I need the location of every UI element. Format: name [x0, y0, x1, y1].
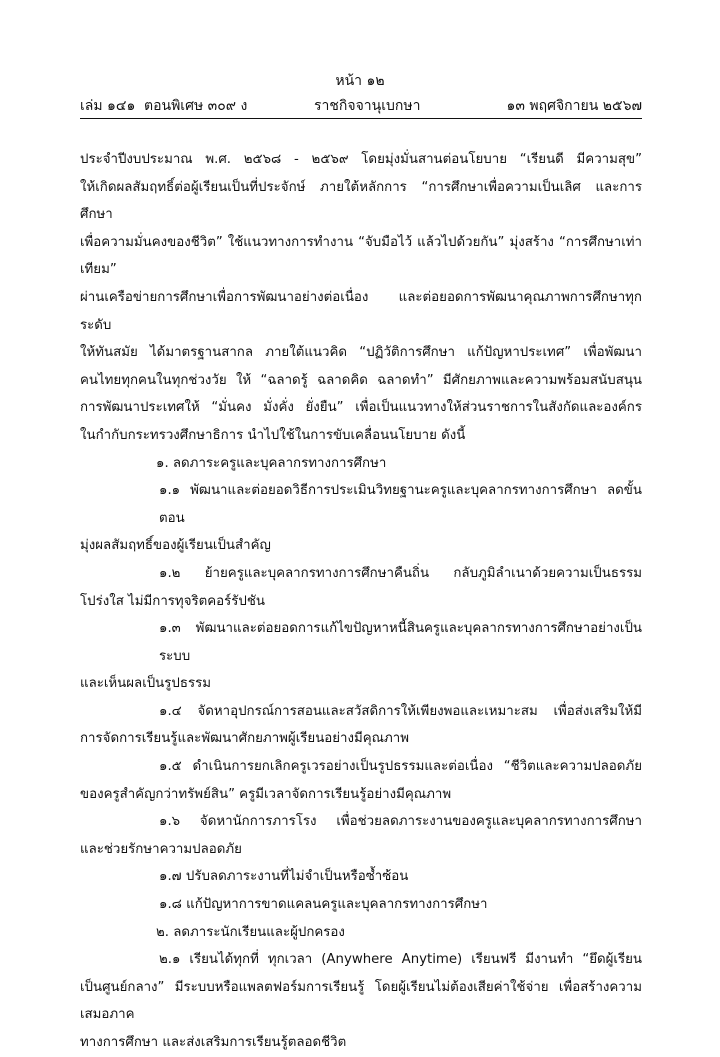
item-continuation-line: เป็นศูนย์กลาง” มีระบบหรือแพลตฟอร์มการเรียนรู้ โดยผู้เรียนไม่ต้องเสียค่าใช้จ่าย เพื่อสร้างความเสมอภาค — [80, 979, 642, 1023]
publication-date: ๑๓ พฤศจิกายน ๒๕๖๗ — [506, 98, 642, 114]
document-body — [80, 146, 642, 1057]
text-line: ผ่านเครือข่ายการศึกษาเพื่อการพัฒนาอย่างต่อเนื่อง และต่อยอดการพัฒนาคุณภาพการศึกษาทุกระดับ — [80, 289, 642, 333]
item-continuation-line: การจัดการเรียนรู้และพัฒนาศักยภาพผู้เรียนอย่างมีคุณภาพ — [80, 731, 410, 747]
item-continuation-line: และช่วยรักษาความปลอดภัย — [80, 841, 242, 857]
page-number: หน้า ๑๒ — [335, 73, 385, 89]
item-continuation-line: มุ่งผลสัมฤทธิ์ของผู้เรียนเป็นสำคัญ — [80, 538, 271, 554]
item-continuation-line: โปร่งใส ไม่มีการทุจริตคอร์รัปชัน — [80, 593, 265, 609]
text-line: คนไทยทุกคนในทุกช่วงวัย ให้ “ฉลาดรู้ ฉลาดคิด ฉลาดทำ” มีศักยภาพและความพร้อมสนับสนุน — [80, 372, 642, 388]
section-2-heading: ๒. ลดภาระนักเรียนและผู้ปกครอง — [156, 924, 345, 940]
text-line: ในกำกับกระทรวงศึกษาธิการ นำไปใช้ในการขับเคลื่อนนโยบาย ดังนี้ — [80, 427, 466, 443]
item-continuation-line: ของครูสำคัญกว่าทรัพย์สิน” ครูมีเวลาจัดการเรียนรู้อย่างมีคุณภาพ — [80, 786, 452, 802]
text-line: ให้ทันสมัย ได้มาตรฐานสากล ภายใต้แนวคิด “ปฏิวัติการศึกษา แก้ปัญหาประเทศ” เพื่อพัฒนา — [80, 345, 642, 361]
item-first-line: ๑.๕ ดำเนินการยกเลิกครูเวรอย่างเป็นรูปธรรมและต่อเนื่อง “ชีวิตและความปลอดภัย — [159, 759, 642, 775]
item-first-line: ๑.๓ พัฒนาและต่อยอดการแก้ไขปัญหาหนี้สินครูและบุคลากรทางการศึกษาอย่างเป็นระบบ — [159, 621, 642, 664]
intro-paragraph — [80, 146, 642, 450]
item-first-line: ๑.๖ จัดหานักการภารโรง เพื่อช่วยลดภาระงานของครูและบุคลากรทางการศึกษา — [159, 814, 642, 830]
item-continuation-line: และเห็นผลเป็นรูปธรรม — [80, 676, 212, 692]
item-1-3 — [80, 615, 642, 698]
item-first-line: ๑.๔ จัดหาอุปกรณ์การสอนและสวัสดิการให้เพียงพอและเหมาะสม เพื่อส่งเสริมให้มี — [159, 703, 642, 719]
item-1-5 — [80, 753, 642, 808]
item-2-1 — [80, 946, 642, 1056]
text-line: ให้เกิดผลสัมฤทธิ์ต่อผู้เรียนเป็นที่ประจักษ์ ภายใต้หลักการ “การศึกษาเพื่อความเป็นเลิศ และการศึกษา — [80, 179, 642, 223]
text-line: การพัฒนาประเทศให้ “มั่นคง มั่งคั่ง ยั่งยืน” เพื่อเป็นแนวทางให้ส่วนราชการในสังกัดและองค์กร — [80, 400, 642, 416]
item-continuation-line: ทางการศึกษา และส่งเสริมการเรียนรู้ตลอดชีวิต — [80, 1035, 347, 1050]
publication-title: ราชกิจจานุเบกษา — [314, 98, 421, 114]
text-line: ประจำปีงบประมาณ พ.ศ. ๒๕๖๘ - ๒๕๖๙ โดยมุ่งมั่นสานต่อนโยบาย “เรียนดี มีความสุข” — [80, 152, 642, 167]
item-1-4 — [80, 698, 642, 753]
item-first-line: ๑.๑ พัฒนาและต่อยอดวิธีการประเมินวิทยฐานะครูและบุคลากรทางการศึกษา ลดขั้นตอน — [159, 483, 642, 526]
gazette-header — [80, 95, 642, 115]
volume-number: เล่ม ๑๔๑ — [80, 98, 136, 114]
issue-number: ตอนพิเศษ ๓๐๙ ง — [144, 98, 248, 114]
item-1-6 — [80, 808, 642, 863]
item-1-1 — [80, 477, 642, 560]
item-first-line: ๒.๑ เรียนได้ทุกที่ ทุกเวลา (Anywhere Anytime) เรียนฟรี มีงานทำ “ยึดผู้เรียน — [159, 952, 642, 968]
item-1-7: ๑.๗ ปรับลดภาระงานที่ไม่จำเป็นหรือซ้ำซ้อน — [159, 869, 409, 885]
item-1-8: ๑.๘ แก้ปัญหาการขาดแคลนครูและบุคลากรทางการศึกษา — [159, 897, 488, 913]
text-line: เพื่อความมั่นคงของชีวิต” ใช้แนวทางการทำงาน “จับมือไว้ แล้วไปด้วยกัน” มุ่งสร้าง “การศึกษาเท่าเทียม” — [80, 234, 642, 278]
header-divider — [80, 118, 642, 119]
item-1-2 — [80, 560, 642, 615]
item-first-line: ๑.๒ ย้ายครูและบุคลากรทางการศึกษาคืนถิ่น กลับภูมิลำเนาด้วยความเป็นธรรม — [159, 565, 642, 581]
section-1-heading: ๑. ลดภาระครูและบุคลากรทางการศึกษา — [156, 455, 387, 471]
